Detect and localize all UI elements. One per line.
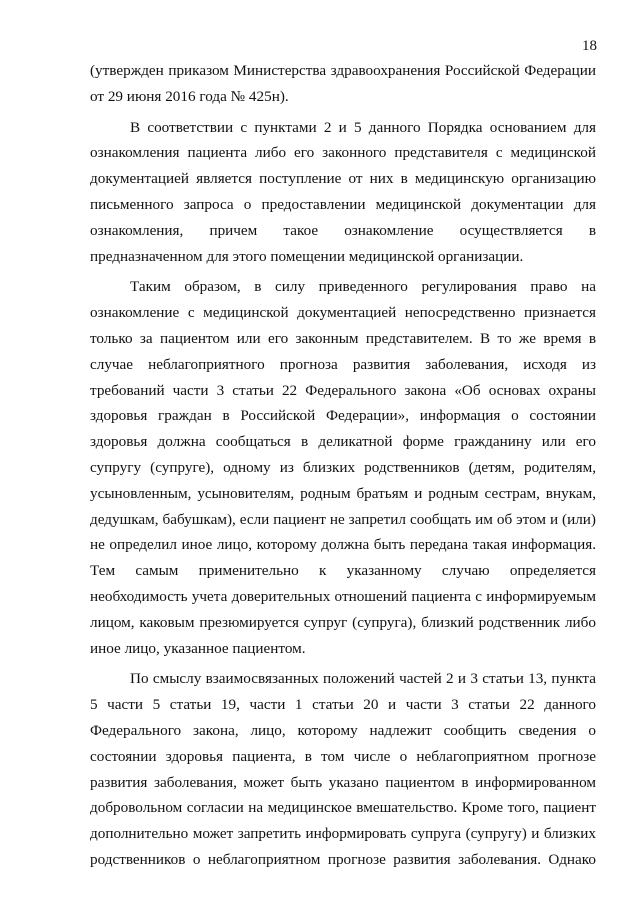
text-line: не определил иное лицо, которому должна быть передана такая информация. [90,536,596,554]
text-line: случае неблагоприятного прогноза развития заболевания, исходя из [90,355,596,373]
page-number: 18 [582,38,597,54]
text-line: ознакомления пациента либо его законного представителя с медицинской [90,144,596,162]
text-line: предназначенном для этого помещении медицинской организации. [90,247,524,265]
text-line: дедушкам, бабушкам), если пациент не запретил сообщать им об этом и (или) [90,510,596,528]
text-line: необходимость учета доверительных отношений пациента с информируемым [90,587,596,605]
text-line: В соответствии с пунктами 2 и 5 данного Порядка основанием для [130,118,596,136]
text-line: здоровья должна сообщаться в деликатной форме гражданину или его [90,433,596,451]
paragraph-order-reference [90,58,596,110]
text-line: документацией является поступление от них в медицинскую организацию [90,170,596,188]
text-line: добровольном согласии на медицинское вмешательство. Кроме того, пациент [90,799,596,817]
text-line: требований части 3 статьи 22 Федерального закона «Об основах охраны [90,381,596,399]
text-line: лицом, каковым презюмируется супруг (супруга), близкий родственник либо [90,613,596,631]
text-line: усыновленным, усыновителям, родным братьям и родным сестрам, внукам, [90,484,596,502]
text-line: иное лицо, указанное пациентом. [90,639,306,657]
text-line: развития заболевания, может быть указано пациентом в информированном [90,773,596,791]
text-line: родственников о неблагоприятном прогнозе развития заболевания. Однако [90,850,596,868]
text-line: Таким образом, в силу приведенного регулирования право на [130,278,596,296]
paragraph-legal-interpretation [90,666,596,872]
text-line: только за пациентом или его законным представителем. В то же время в [90,329,596,347]
text-line: ознакомления, причем такое ознакомление осуществляется в [90,221,596,239]
text-line: 5 части 5 статьи 19, части 1 статьи 20 и части 3 статьи 22 данного [90,696,596,714]
text-line: здоровья граждан в Российской Федерации», информация о состоянии [90,407,596,425]
text-line: (утвержден приказом Министерства здравоохранения Российской Федерации [90,62,596,79]
text-line: состоянии здоровья пациента, в том числе о неблагоприятном прогнозе [90,747,596,765]
text-line: супругу (супруге), одному из близких родственников (детям, родителям, [90,458,596,476]
paragraph-regulation-summary [90,274,596,661]
text-line: По смыслу взаимосвязанных положений частей 2 и 3 статьи 13, пункта [130,670,596,688]
text-line: ознакомление с медицинской документацией непосредственно признается [90,304,596,322]
text-line: письменного запроса о предоставлении медицинской документации для [90,195,596,213]
text-line: Федерального закона, лицо, которому надлежит сообщить сведения о [90,721,596,739]
text-line: дополнительно может запретить информировать супруга (супругу) и близких [90,825,596,843]
paragraph-access-procedure [90,115,596,270]
document-body [90,58,596,878]
text-line: Тем самым применительно к указанному случаю определяется [90,562,596,580]
text-line: от 29 июня 2016 года № 425н). [90,87,289,105]
